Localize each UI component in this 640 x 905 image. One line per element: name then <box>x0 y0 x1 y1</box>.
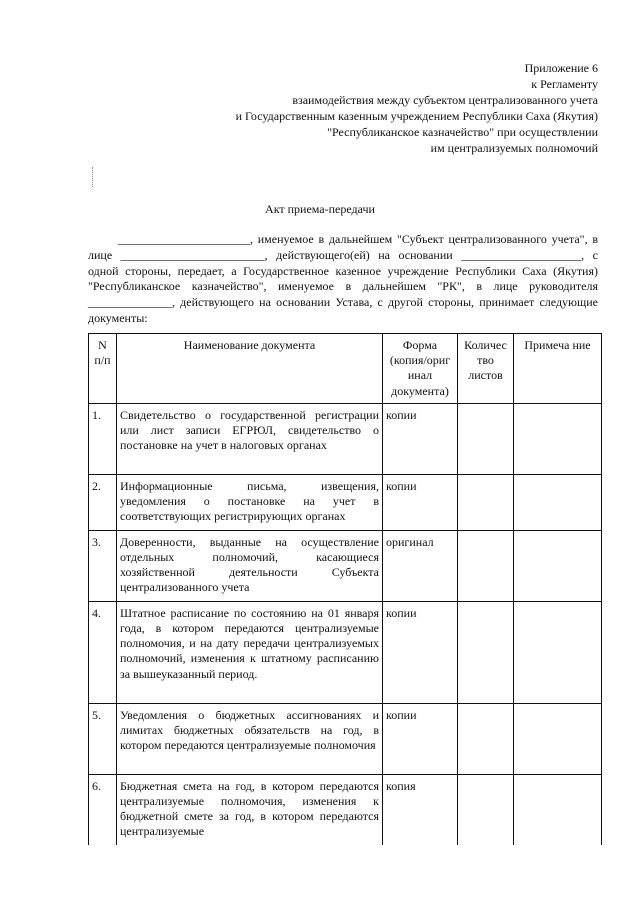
row-sheet-count <box>458 774 514 845</box>
margin-marker <box>92 167 95 187</box>
row-document-name: Свидетельство о государственной регистрации или лист записи ЕГРЮЛ, свидетельство о постановке на учет в налоговых органах <box>117 403 383 474</box>
row-document-name: Бюджетная смета на год, в котором передаются централизуемые полномочия, изменения к бюджетной смете за год, в котором передаются централизуемые <box>117 774 383 845</box>
header-line: взаимодействия между субъектом централизованного учета <box>292 93 598 107</box>
row-number: 6. <box>89 774 117 845</box>
row-form: копии <box>383 403 458 474</box>
row-note <box>514 403 602 474</box>
row-number: 4. <box>89 601 117 703</box>
row-form: копии <box>383 601 458 703</box>
row-sheet-count <box>458 474 514 530</box>
table-row <box>89 474 602 530</box>
row-number: 2. <box>89 474 117 530</box>
row-sheet-count <box>458 530 514 601</box>
row-document-name: Доверенности, выданные на осуществление отдельных полномочий, касающиеся хозяйственной деятельности Субъекта централизованного учета <box>117 530 383 601</box>
row-sheet-count <box>458 601 514 703</box>
row-note <box>514 530 602 601</box>
table-row <box>89 774 602 845</box>
appendix-header <box>236 60 598 156</box>
header-line: "Республиканское казначейство" при осуществлении <box>327 125 598 139</box>
table-row <box>89 403 602 474</box>
document-title: Акт приема-передачи <box>265 202 375 216</box>
table-row <box>89 601 602 703</box>
header-form: Форма (копия/ориг инал документа) <box>383 334 458 404</box>
row-note <box>514 474 602 530</box>
row-number: 1. <box>89 403 117 474</box>
row-form: оригинал <box>383 530 458 601</box>
header-number: N п/п <box>89 334 117 404</box>
row-note <box>514 601 602 703</box>
header-line: и Государственным казенным учреждением Республики Саха (Якутия) <box>235 109 598 123</box>
header-sheet-count: Количес тво листов <box>458 334 514 404</box>
row-form: копия <box>383 774 458 845</box>
header-line: им централизуемых полномочий <box>430 141 598 155</box>
row-sheet-count <box>458 403 514 474</box>
row-note <box>514 774 602 845</box>
row-form: копии <box>383 703 458 774</box>
row-number: 3. <box>89 530 117 601</box>
row-document-name: Уведомления о бюджетных ассигнованиях и лимитах бюджетных обязательств на год, в котором передаются централизуемые полномочия <box>117 703 383 774</box>
header-line: к Регламенту <box>531 77 598 91</box>
header-document-name: Наименование документа <box>117 334 383 404</box>
table-header-row <box>89 334 602 404</box>
row-sheet-count <box>458 703 514 774</box>
row-note <box>514 703 602 774</box>
row-form: копии <box>383 474 458 530</box>
table-row <box>89 530 602 601</box>
intro-paragraph: ______________________, именуемое в дальнейшем "Субъект централизованного учета", в лице ________________________, действующего(ей) на основании ____________________, с одной стороны, передает, а Государственное казенное учреждение Республики Саха (Якутия) "Республиканское казначейство", именуемое в дальнейшем "РК", в лице руководителя ______________, действующего на основании Устава, с другой стороны, принимает следующие документы: <box>88 232 598 325</box>
header-line: Приложение 6 <box>524 61 598 75</box>
row-number: 5. <box>89 703 117 774</box>
page-bottom-margin <box>0 845 640 905</box>
documents-table <box>88 333 602 846</box>
row-document-name: Информационные письма, извещения, уведомления о постановке на учет в соответствующих регистрирующих органах <box>117 474 383 530</box>
row-document-name: Штатное расписание по состоянию на 01 января года, в котором передаются централизуемые полномочия, и на дату передачи централизуемых полномочий, изменения к штатному расписанию за вышеуказанный период. <box>117 601 383 703</box>
table-row <box>89 703 602 774</box>
header-note: Примеча ние <box>514 334 602 404</box>
